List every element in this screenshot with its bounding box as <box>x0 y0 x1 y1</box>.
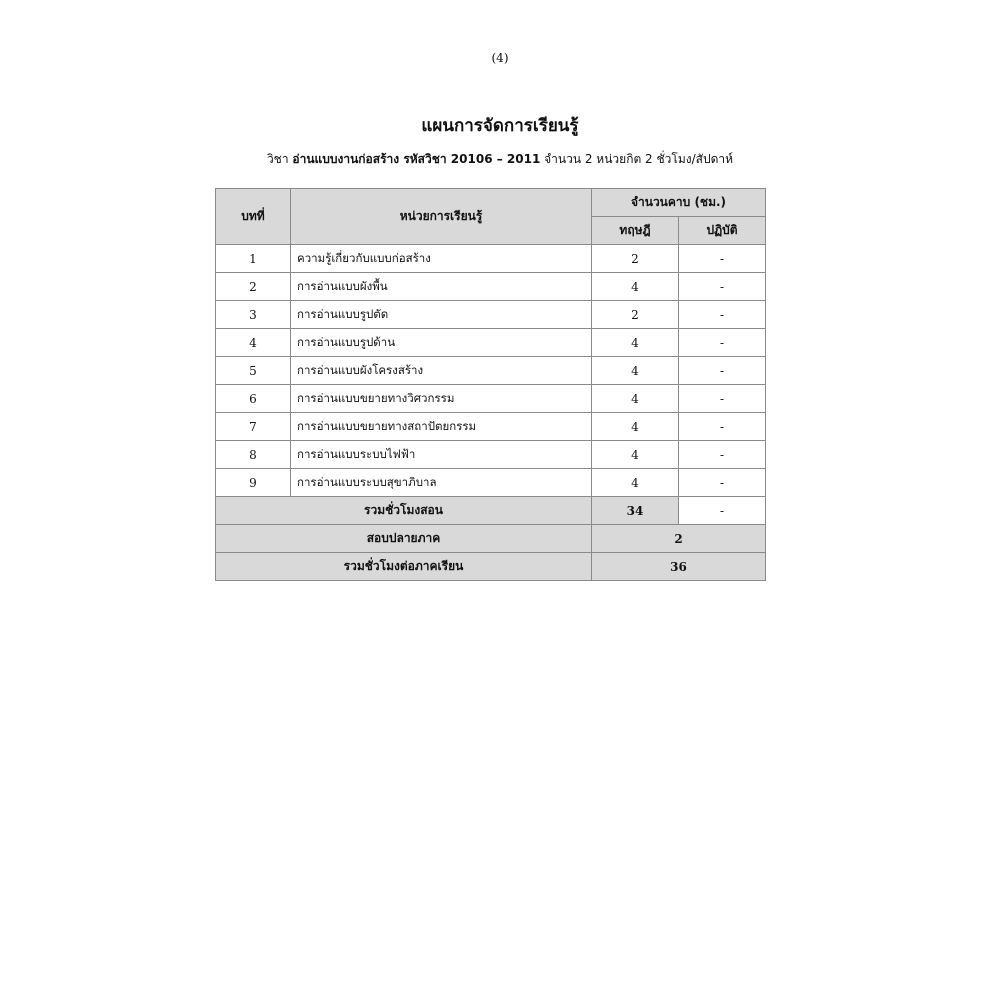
row-chapter: 5 <box>216 357 291 385</box>
row-theory: 2 <box>592 301 679 329</box>
header-theory: ทฤษฎี <box>592 217 679 245</box>
row-practice: - <box>679 441 766 469</box>
table-row <box>216 469 766 497</box>
row-practice: - <box>679 385 766 413</box>
course-name: อ่านแบบงานก่อสร้าง <box>292 152 400 166</box>
table-row <box>216 329 766 357</box>
subtitle-prefix: วิชา <box>266 152 293 166</box>
table-row <box>216 413 766 441</box>
row-chapter: 9 <box>216 469 291 497</box>
row-practice: - <box>679 273 766 301</box>
total-teaching-theory: 34 <box>592 497 679 525</box>
total-semester-row <box>216 553 766 581</box>
final-exam-row <box>216 525 766 553</box>
table-row <box>216 273 766 301</box>
row-chapter: 4 <box>216 329 291 357</box>
total-semester-value: 36 <box>592 553 766 581</box>
row-theory: 4 <box>592 273 679 301</box>
course-credits: จำนวน 2 หน่วยกิต 2 ชั่วโมง/สัปดาห์ <box>540 152 734 166</box>
course-code: รหัสวิชา 20106 – 2011 <box>399 152 541 166</box>
row-practice: - <box>679 469 766 497</box>
row-unit: การอ่านแบบขยายทางสถาปัตยกรรม <box>291 413 592 441</box>
course-subtitle <box>0 150 1000 169</box>
row-theory: 4 <box>592 413 679 441</box>
row-chapter: 8 <box>216 441 291 469</box>
row-unit: การอ่านแบบผังพื้น <box>291 273 592 301</box>
header-practice: ปฏิบัติ <box>679 217 766 245</box>
row-unit: การอ่านแบบรูปด้าน <box>291 329 592 357</box>
table-row <box>216 301 766 329</box>
row-practice: - <box>679 357 766 385</box>
row-theory: 4 <box>592 385 679 413</box>
row-chapter: 2 <box>216 273 291 301</box>
row-practice: - <box>679 413 766 441</box>
row-practice: - <box>679 245 766 273</box>
page-number: (4) <box>491 51 509 65</box>
row-unit: การอ่านแบบขยายทางวิศวกรรม <box>291 385 592 413</box>
total-teaching-row <box>216 497 766 525</box>
table-row <box>216 357 766 385</box>
row-chapter: 3 <box>216 301 291 329</box>
row-unit: การอ่านแบบระบบสุขาภิบาล <box>291 469 592 497</box>
row-practice: - <box>679 301 766 329</box>
table-row <box>216 385 766 413</box>
table-row <box>216 441 766 469</box>
row-chapter: 6 <box>216 385 291 413</box>
header-chapter: บทที่ <box>216 189 291 245</box>
row-unit: การอ่านแบบระบบไฟฟ้า <box>291 441 592 469</box>
row-chapter: 1 <box>216 245 291 273</box>
row-theory: 4 <box>592 441 679 469</box>
row-theory: 2 <box>592 245 679 273</box>
total-teaching-label: รวมชั่วโมงสอน <box>216 497 592 525</box>
final-exam-label: สอบปลายภาค <box>216 525 592 553</box>
row-chapter: 7 <box>216 413 291 441</box>
total-semester-label: รวมชั่วโมงต่อภาคเรียน <box>216 553 592 581</box>
row-theory: 4 <box>592 357 679 385</box>
header-unit: หน่วยการเรียนรู้ <box>291 189 592 245</box>
row-unit: การอ่านแบบรูปตัด <box>291 301 592 329</box>
row-unit: ความรู้เกี่ยวกับแบบก่อสร้าง <box>291 245 592 273</box>
table-row <box>216 245 766 273</box>
learning-plan-table <box>215 188 766 581</box>
row-theory: 4 <box>592 469 679 497</box>
row-unit: การอ่านแบบผังโครงสร้าง <box>291 357 592 385</box>
row-practice: - <box>679 329 766 357</box>
final-exam-value: 2 <box>592 525 766 553</box>
header-periods: จำนวนคาบ (ชม.) <box>592 189 766 217</box>
total-teaching-practice: - <box>679 497 766 525</box>
document-title: แผนการจัดการเรียนรู้ <box>421 116 579 136</box>
row-theory: 4 <box>592 329 679 357</box>
